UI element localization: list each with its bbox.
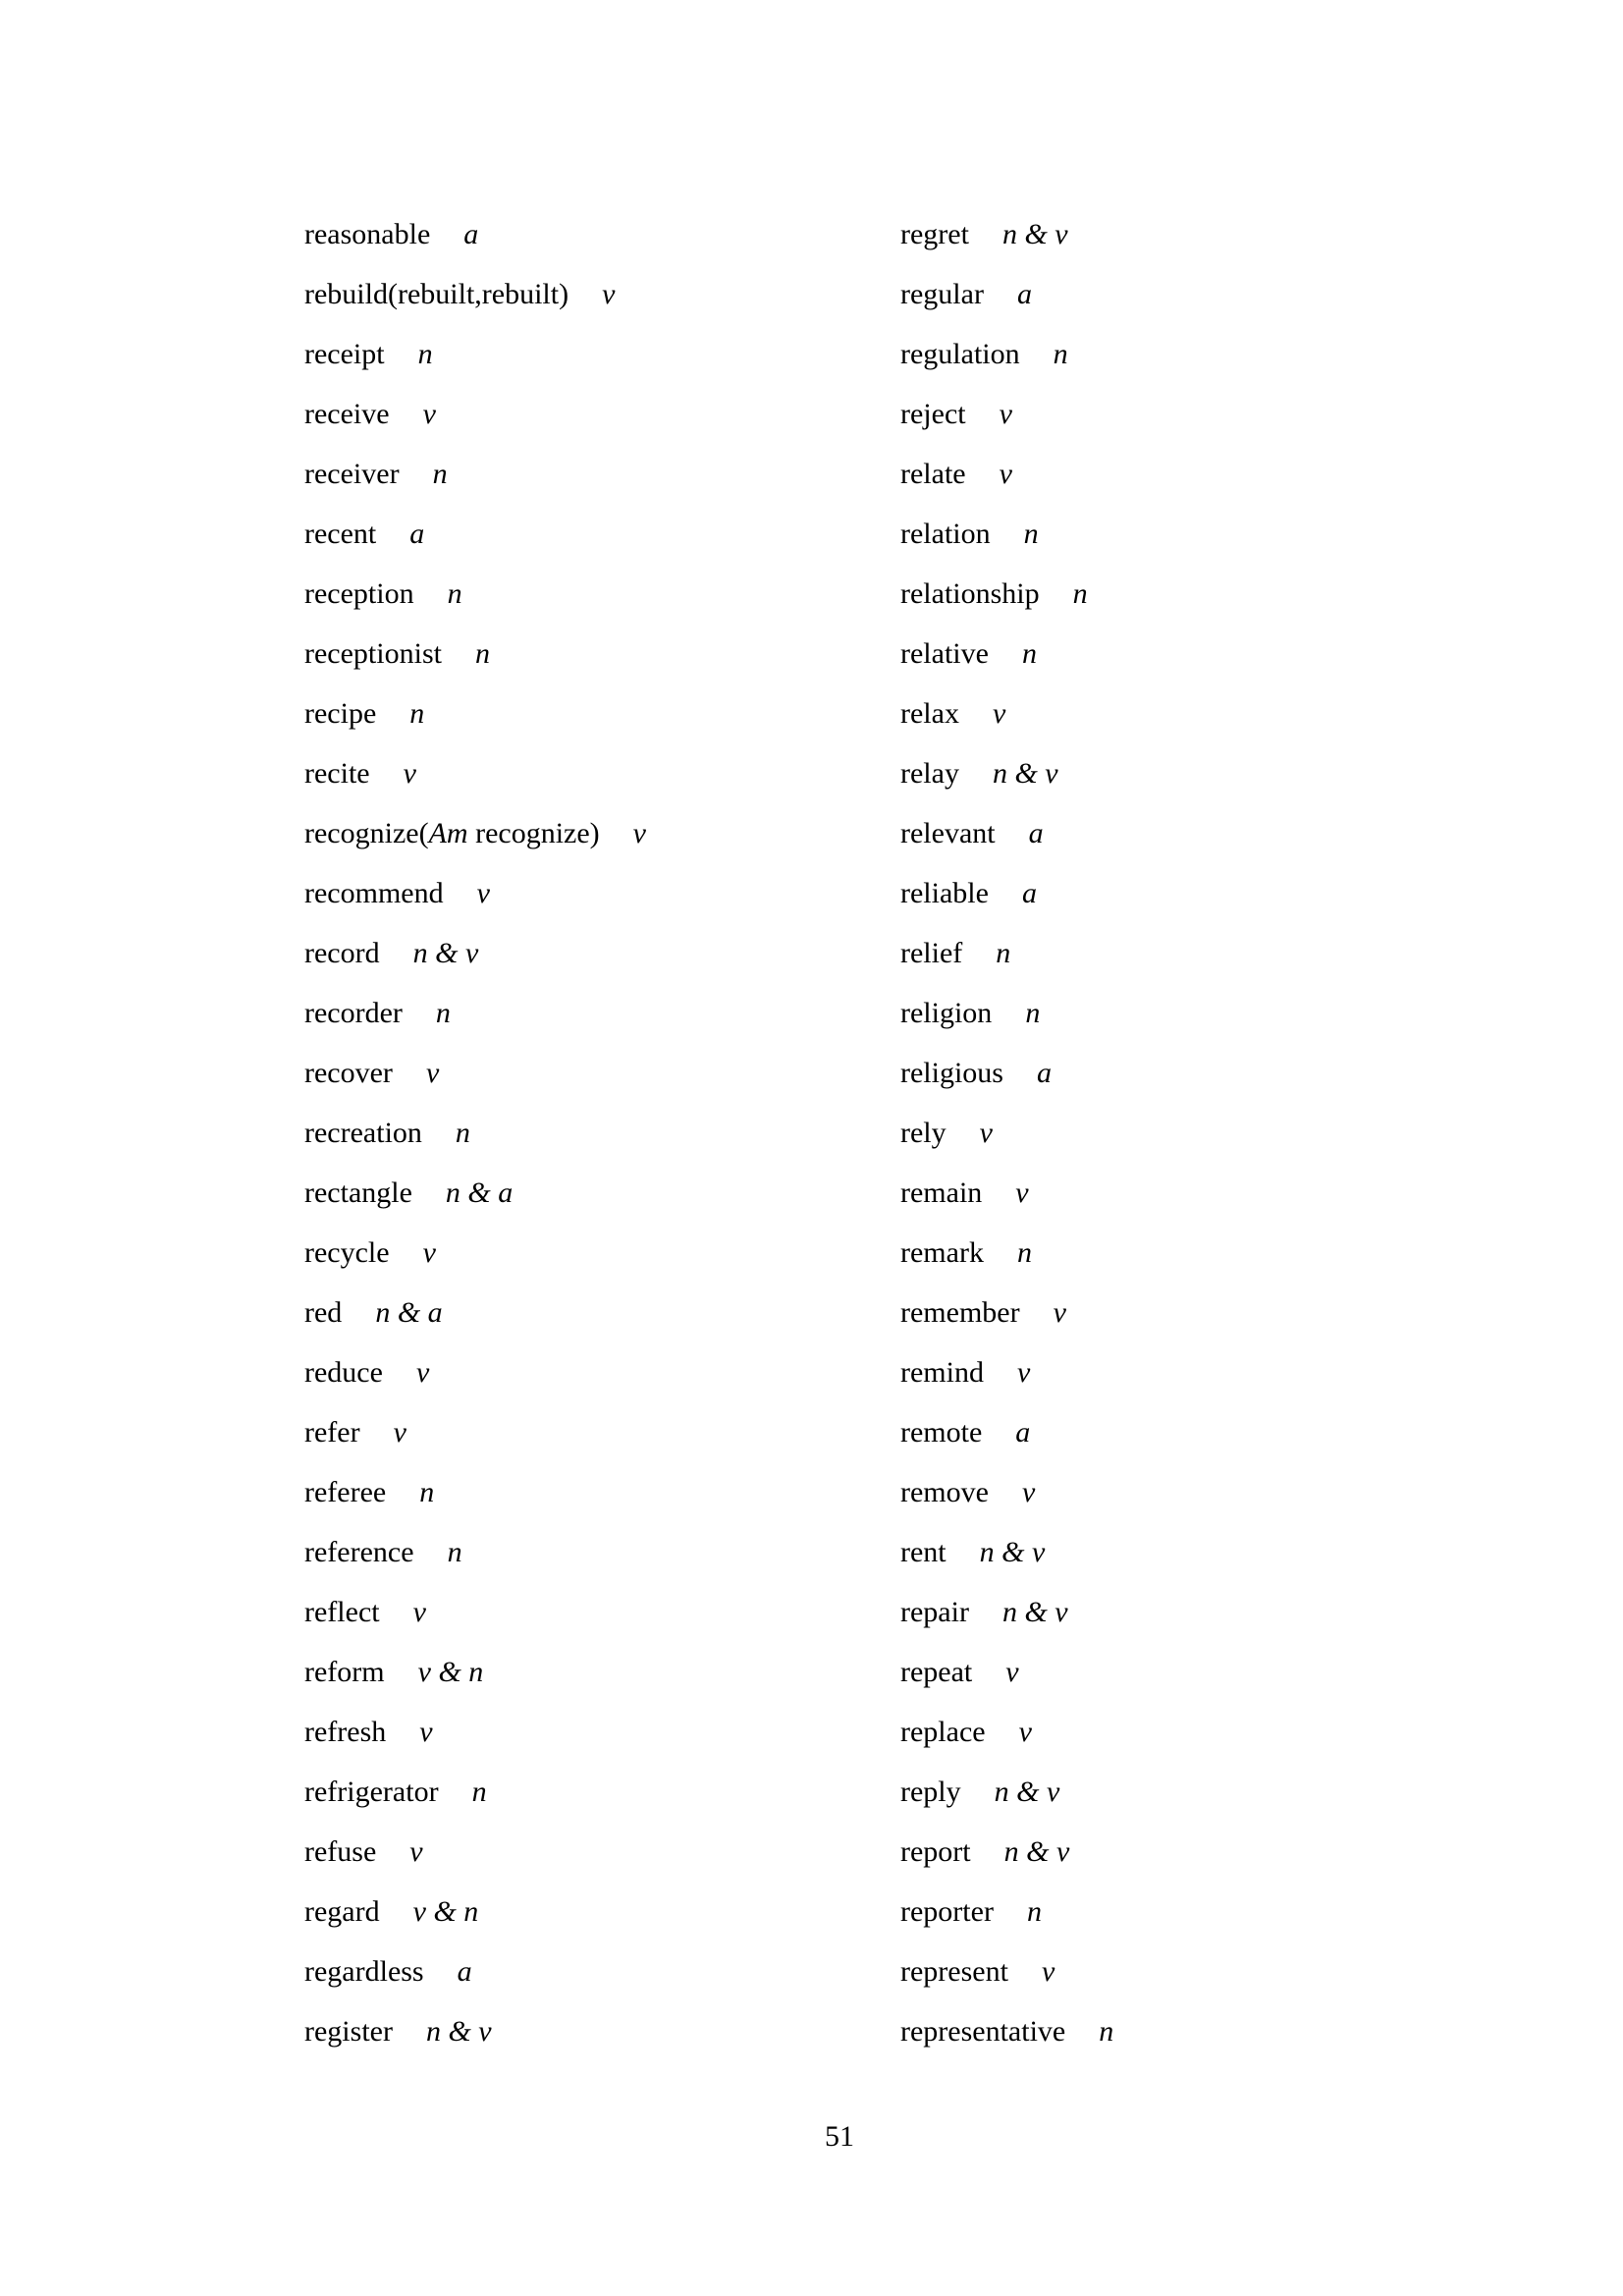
word-text: relationship <box>900 577 1040 610</box>
word-text: recorder <box>304 997 403 1029</box>
word-entry <box>900 444 1113 504</box>
word-entry <box>304 1462 646 1522</box>
word-list-column-right <box>900 204 1113 2061</box>
part-of-speech-tag: a <box>1021 877 1037 909</box>
word-entry <box>900 1163 1113 1223</box>
word-entry <box>304 683 646 743</box>
word-entry <box>900 1702 1113 1762</box>
word-text: relevant <box>900 817 996 849</box>
part-of-speech-tag: v <box>1018 1716 1032 1748</box>
word-entry <box>900 1642 1113 1702</box>
word-entry <box>304 1941 646 2001</box>
part-of-speech-tag: n <box>435 997 451 1029</box>
word-text: representative <box>900 2015 1066 2048</box>
word-text: regret <box>900 218 969 250</box>
word-entry <box>900 204 1113 264</box>
word-text: reflect <box>304 1596 380 1628</box>
word-entry <box>304 1283 646 1342</box>
word-entry <box>900 564 1113 624</box>
word-text: recommend <box>304 877 444 909</box>
word-text: remember <box>900 1296 1020 1329</box>
part-of-speech-tag: v <box>393 1416 406 1449</box>
word-text: regular <box>900 278 984 310</box>
word-entry <box>304 743 646 803</box>
word-text: reform <box>304 1656 385 1688</box>
word-text: reasonable <box>304 218 431 250</box>
word-text: rely <box>900 1117 947 1149</box>
word-text: relief <box>900 937 963 969</box>
word-entry <box>304 983 646 1043</box>
word-list-column-left <box>304 204 646 2061</box>
part-of-speech-tag: n & a <box>445 1176 514 1209</box>
part-of-speech-tag: v <box>419 1716 433 1748</box>
part-of-speech-tag: v <box>412 1596 426 1628</box>
word-entry <box>900 324 1113 384</box>
word-entry <box>304 1103 646 1163</box>
word-entry <box>900 863 1113 923</box>
word-entry <box>900 1762 1113 1822</box>
word-text: referee <box>304 1476 387 1508</box>
part-of-speech-tag: v <box>425 1057 440 1089</box>
part-of-speech-tag: n <box>474 637 490 670</box>
part-of-speech-tag: v <box>422 1236 436 1269</box>
word-entry <box>900 1941 1113 2001</box>
word-entry <box>304 324 646 384</box>
word-text: religious <box>900 1057 1003 1089</box>
word-text: replace <box>900 1716 986 1748</box>
part-of-speech-tag: a <box>457 1955 472 1988</box>
part-of-speech-tag: n <box>1025 997 1041 1029</box>
word-entry <box>900 1223 1113 1283</box>
part-of-speech-tag: n <box>1023 518 1039 550</box>
word-entry <box>900 1283 1113 1342</box>
part-of-speech-tag: n <box>1099 2015 1114 2048</box>
part-of-speech-tag: a <box>1037 1057 1052 1089</box>
word-text: record <box>304 937 380 969</box>
part-of-speech-tag: n <box>996 937 1011 969</box>
word-entry <box>304 204 646 264</box>
word-text: recent <box>304 518 377 550</box>
part-of-speech-tag: n & v <box>994 1776 1060 1808</box>
word-text: refrigerator <box>304 1776 439 1808</box>
word-entry <box>304 2001 646 2061</box>
part-of-speech-tag: n & v <box>412 937 479 969</box>
part-of-speech-tag: n & v <box>979 1536 1046 1568</box>
word-entry <box>900 1462 1113 1522</box>
part-of-speech-tag: v <box>409 1835 423 1868</box>
word-entry <box>304 863 646 923</box>
word-text: refuse <box>304 1835 377 1868</box>
part-of-speech-tag: n & v <box>1001 218 1068 250</box>
part-of-speech-tag: n <box>432 458 448 490</box>
part-of-speech-tag: n & v <box>1003 1835 1070 1868</box>
part-of-speech-tag: n <box>1026 1895 1042 1928</box>
part-of-speech-tag: a <box>1016 278 1032 310</box>
word-entry <box>304 1642 646 1702</box>
word-text: represent <box>900 1955 1008 1988</box>
word-text: recite <box>304 757 370 790</box>
word-entry <box>900 803 1113 863</box>
word-text: remain <box>900 1176 983 1209</box>
word-text: reporter <box>900 1895 994 1928</box>
part-of-speech-tag: v <box>992 697 1006 730</box>
part-of-speech-tag: v <box>979 1117 993 1149</box>
word-entry <box>900 1342 1113 1402</box>
part-of-speech-tag: v <box>1041 1955 1055 1988</box>
word-entry <box>304 564 646 624</box>
word-text: relax <box>900 697 959 730</box>
part-of-speech-tag: n <box>455 1117 470 1149</box>
word-text: remind <box>900 1356 984 1389</box>
word-entry <box>304 1882 646 1941</box>
part-of-speech-tag: v <box>415 1356 430 1389</box>
word-entry <box>304 1702 646 1762</box>
word-entry <box>304 1043 646 1103</box>
part-of-speech-tag: n <box>419 1476 435 1508</box>
word-text: rectangle <box>304 1176 412 1209</box>
word-text: repair <box>900 1596 969 1628</box>
part-of-speech-tag: v <box>476 877 490 909</box>
word-entry <box>304 444 646 504</box>
word-entry <box>900 624 1113 683</box>
part-of-speech-tag: n & v <box>425 2015 492 2048</box>
word-entry <box>304 1342 646 1402</box>
part-of-speech-tag: n & v <box>992 757 1058 790</box>
word-text: reliable <box>900 877 989 909</box>
word-entry <box>900 1402 1113 1462</box>
word-text: religion <box>900 997 993 1029</box>
part-of-speech-tag: v <box>999 458 1012 490</box>
part-of-speech-tag: n <box>409 697 425 730</box>
word-entry <box>304 1163 646 1223</box>
word-text: recover <box>304 1057 393 1089</box>
word-text: relative <box>900 637 989 670</box>
word-text: reception <box>304 577 414 610</box>
word-text: reject <box>900 398 966 430</box>
word-text: regardless <box>304 1955 424 1988</box>
word-text: receptionist <box>304 637 442 670</box>
word-text: remove <box>900 1476 989 1508</box>
part-of-speech-tag: a <box>1028 817 1044 849</box>
word-text: regulation <box>900 338 1020 370</box>
word-text: recycle <box>304 1236 390 1269</box>
part-of-speech-tag: v <box>632 817 646 849</box>
word-entry <box>304 504 646 564</box>
word-text: regard <box>304 1895 380 1928</box>
word-text: rebuild(rebuilt,rebuilt) <box>304 278 569 310</box>
word-entry <box>304 1402 646 1462</box>
part-of-speech-tag: v <box>1016 1356 1031 1389</box>
word-entry <box>900 1103 1113 1163</box>
part-of-speech-tag: n <box>417 338 433 370</box>
word-entry <box>900 1822 1113 1882</box>
word-text: recreation <box>304 1117 422 1149</box>
part-of-speech-tag: v <box>422 398 436 430</box>
word-entry <box>304 624 646 683</box>
word-entry <box>900 1882 1113 1941</box>
word-entry <box>900 264 1113 324</box>
word-entry <box>304 264 646 324</box>
part-of-speech-tag: v <box>1005 1656 1019 1688</box>
word-text: remote <box>900 1416 983 1449</box>
word-text: receipt <box>304 338 385 370</box>
word-entry <box>900 2001 1113 2061</box>
word-text: red <box>304 1296 343 1329</box>
part-of-speech-tag: v & n <box>412 1895 479 1928</box>
word-text: receiver <box>304 458 400 490</box>
word-text: reply <box>900 1776 961 1808</box>
word-entry <box>900 504 1113 564</box>
part-of-speech-tag: n <box>471 1776 487 1808</box>
part-of-speech-tag: n <box>1072 577 1088 610</box>
word-entry <box>900 983 1113 1043</box>
part-of-speech-tag: n <box>1016 1236 1032 1269</box>
word-text: remark <box>900 1236 984 1269</box>
word-entry <box>304 384 646 444</box>
word-text: relation <box>900 518 991 550</box>
word-text: relate <box>900 458 966 490</box>
word-text: recipe <box>304 697 377 730</box>
part-of-speech-tag: v <box>403 757 416 790</box>
word-text: rent <box>900 1536 947 1568</box>
word-entry <box>900 683 1113 743</box>
word-text: refresh <box>304 1716 387 1748</box>
part-of-speech-tag: n & v <box>1001 1596 1068 1628</box>
part-of-speech-tag: v <box>1015 1176 1029 1209</box>
word-text: relay <box>900 757 959 790</box>
part-of-speech-tag: n <box>1053 338 1068 370</box>
part-of-speech-tag: n <box>447 577 462 610</box>
word-text: reduce <box>304 1356 383 1389</box>
part-of-speech-tag: v <box>999 398 1012 430</box>
word-text: refer <box>304 1416 360 1449</box>
part-of-speech-tag: v & n <box>417 1656 484 1688</box>
word-entry <box>900 1043 1113 1103</box>
word-entry <box>900 1522 1113 1582</box>
word-entry <box>304 803 646 863</box>
word-text: reference <box>304 1536 414 1568</box>
part-of-speech-tag: n & a <box>375 1296 443 1329</box>
part-of-speech-tag: v <box>1053 1296 1066 1329</box>
page-number: 51 <box>825 2120 854 2153</box>
word-entry <box>900 1582 1113 1642</box>
word-entry <box>900 743 1113 803</box>
word-entry <box>304 1223 646 1283</box>
part-of-speech-tag: a <box>409 518 425 550</box>
word-text: register <box>304 2015 393 2048</box>
word-text: report <box>900 1835 971 1868</box>
word-entry <box>900 923 1113 983</box>
part-of-speech-tag: v <box>602 278 616 310</box>
part-of-speech-tag: n <box>1021 637 1037 670</box>
word-entry <box>304 1522 646 1582</box>
part-of-speech-tag: v <box>1021 1476 1036 1508</box>
word-entry <box>304 1822 646 1882</box>
part-of-speech-tag: a <box>463 218 479 250</box>
part-of-speech-tag: a <box>1015 1416 1031 1449</box>
word-text: repeat <box>900 1656 973 1688</box>
word-entry <box>900 384 1113 444</box>
word-entry <box>304 1582 646 1642</box>
word-text: receive <box>304 398 390 430</box>
word-text: recognize(Am recognize) <box>304 817 600 849</box>
part-of-speech-tag: n <box>447 1536 462 1568</box>
word-entry <box>304 1762 646 1822</box>
word-entry <box>304 923 646 983</box>
